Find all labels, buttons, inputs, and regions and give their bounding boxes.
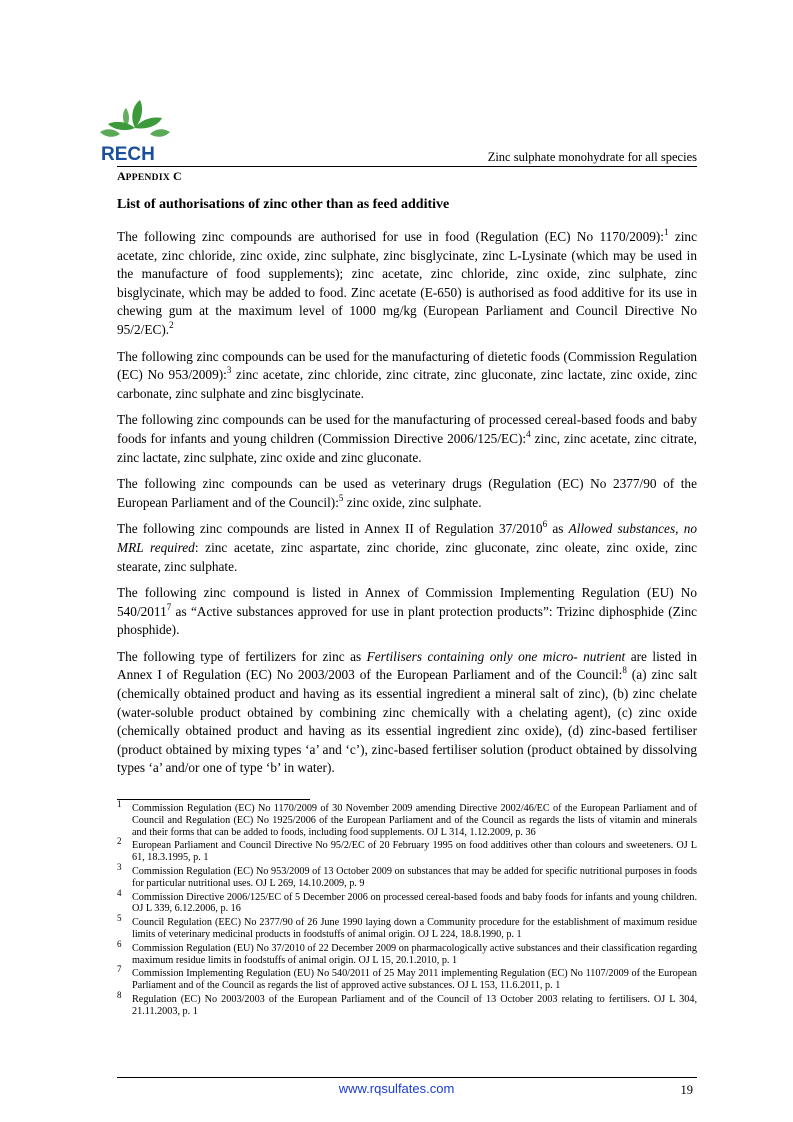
section-title: List of authorisations of zinc other than as feed additive: [117, 197, 450, 212]
footnote-ref: 2: [169, 319, 174, 330]
main-content: [117, 168, 697, 786]
footnote: 6 Commission Regulation (EU) No 37/2010 of 22 December 2009 on pharmacologically active substances and their classification regarding maximum residue limits in foodstuffs of animal origin. OJ L 15, 20.1.2010, p. 1: [117, 938, 697, 966]
footnote-ref: 7: [166, 601, 172, 612]
paragraph-fertilisers: The following type of fertilizers for zinc as Fertilisers containing only one micro- nutrient are listed in Annex I of Regulation (EC) No 2003/2003 of the European Parliament and of the Council:$^8$ (a) zinc salt (chemically obtained product and having as its essential ingredient a mineral salt of zinc), (b) zinc chelate (water-soluble product obtained by combining zinc chemically with a chelating agent), (c) zinc oxide (chemically obtained product and having as its essential ingredient zinc oxide), (d) zinc-based fertiliser (product obtained by mixing types ‘a’ and ‘c’), zinc-based fertiliser solution (product obtained by dissolving types ‘a’ and/or one of type ‘b’ in water).: [117, 648, 698, 776]
paragraph-food: The following zinc compounds are authorised for use in food (Regulation (EC) No 1170/2009):$^1$ zinc acetate, zinc chloride, zinc oxide, zinc sulphate, zinc bisglycinate, zinc L-Lysinate (which may be used in the manufacture of food supplements); zinc acetate, zinc chloride, zinc oxide, zinc sulphate, zinc bisglycinate, which may be added to food. Zinc acetate (E-650) is authorised as food additive for its use in chewing gum at the maximum level of 1000 mg/kg (European Parliament and Council Directive No 95/2/EC).$^2$: [117, 227, 697, 337]
leaf-cluster-icon: [100, 98, 170, 162]
footnote-ref: 5: [338, 492, 344, 503]
page-number: 19: [680, 1083, 693, 1097]
paragraph-plant-protection: The following zinc compound is listed in Annex of Commission Implementing Regulation (EU) No 540/2011$^7$ as “Active substances approved for use in plant protection products”: Trizinc diphosphide (Zinc phosphide).: [117, 585, 697, 638]
footnote-ref: 6: [542, 519, 548, 530]
footnote: 1 Commission Regulation (EC) No 1170/2009 of 30 November 2009 amending Directive 2002/46/EC of the European Parliament and of Council and Regulation (EC) No 1925/2006 of the European Parliament and of the Council as regards the lists of vitamin and minerals and their forms that can be added to foods, including food supplements. OJ L 314, 1.12.2009, p. 36: [117, 799, 697, 838]
footnote-ref: 8: [622, 665, 627, 676]
footnote: 5 Council Regulation (EEC) No 2377/90 of 26 June 1990 laying down a Community procedure for the establishment of maximum residue limits of veterinary medicinal products in foodstuffs of animal origin. OJ L 224, 18.8.1990, p. 1: [117, 913, 697, 940]
footnote-divider: [117, 799, 310, 800]
footnote: 8 Regulation (EC) No 2003/2003 of the European Parliament and of the Council of 13 October 2003 relating to fertilisers. OJ L 304, 21.11.2003, p. 1: [117, 989, 697, 1017]
footnote: 3 Commission Regulation (EC) No 953/2009 of 13 October 2009 on substances that may be added for specific nutritional purposes in foods for particular nutritional uses. OJ L 269, 14.10.2009, p. 9: [117, 861, 697, 889]
footnote-ref: 3: [226, 365, 232, 376]
paragraph-veterinary: The following zinc compounds can be used as veterinary drugs (Regulation (EC) No 2377/90 of the European Parliament and of the Council):$^5$ zinc oxide, zinc sulphate.: [117, 476, 697, 510]
paragraph-mrl: The following zinc compounds are listed in Annex II of Regulation 37/2010$^6$ as Allowed substances, no MRL required: zinc acetate, zinc aspartate, zinc choride, zinc gluconate, zinc oleate, zinc oxide, zinc stearate, zinc sulphate.: [117, 519, 698, 574]
header-divider: [117, 166, 697, 167]
appendix-label: APPENDIX C: [117, 169, 182, 183]
footnote-ref: 4: [526, 428, 531, 439]
footnote: 7 Commission Implementing Regulation (EU) No 540/2011 of 25 May 2011 implementing Regulation (EC) No 1107/2009 of the European Parliament and of the Council as regards the list of approved active substances. OJ L 153, 11.6.2011, p. 1: [117, 964, 697, 992]
footnote-ref: 1: [664, 227, 669, 237]
paragraph-dietetic: The following zinc compounds can be used for the manufacturing of dietetic foods (Commission Regulation (EC) No 953/2009):$^3$ zinc acetate, zinc chloride, zinc citrate, zinc gluconate, zinc lactate, zinc oxide, zinc carbonate, zinc sulphate and zinc bisglycinate.: [117, 348, 697, 401]
logo-text: RECH: [101, 144, 155, 162]
footnote: 2 European Parliament and Council Directive No 95/2/EC of 20 February 1995 on food additives other than colours and sweeteners. OJ L 61, 18.3.1995, p. 1: [117, 836, 697, 864]
footer-divider: [117, 1077, 697, 1078]
footnote: 4 Commission Directive 2006/125/EC of 5 December 2006 on processed cereal-based foods and baby foods for infants and young children. OJ L 339, 6.12.2006, p. 16: [117, 887, 697, 915]
website-link[interactable]: www.rqsulfates.com: [338, 1081, 455, 1096]
rech-logo: [100, 98, 170, 162]
paragraph-cereal-foods: The following zinc compounds can be used for the manufacturing of processed cereal-based foods and baby foods for infants and young children (Commission Directive 2006/125/EC):$^4$ zinc, zinc acetate, zinc citrate, zinc lactate, zinc sulphate, zinc oxide and zinc gluconate.: [117, 412, 697, 465]
footnotes: [117, 799, 697, 1020]
document-title: Zinc sulphate monohydrate for all species: [487, 150, 697, 164]
